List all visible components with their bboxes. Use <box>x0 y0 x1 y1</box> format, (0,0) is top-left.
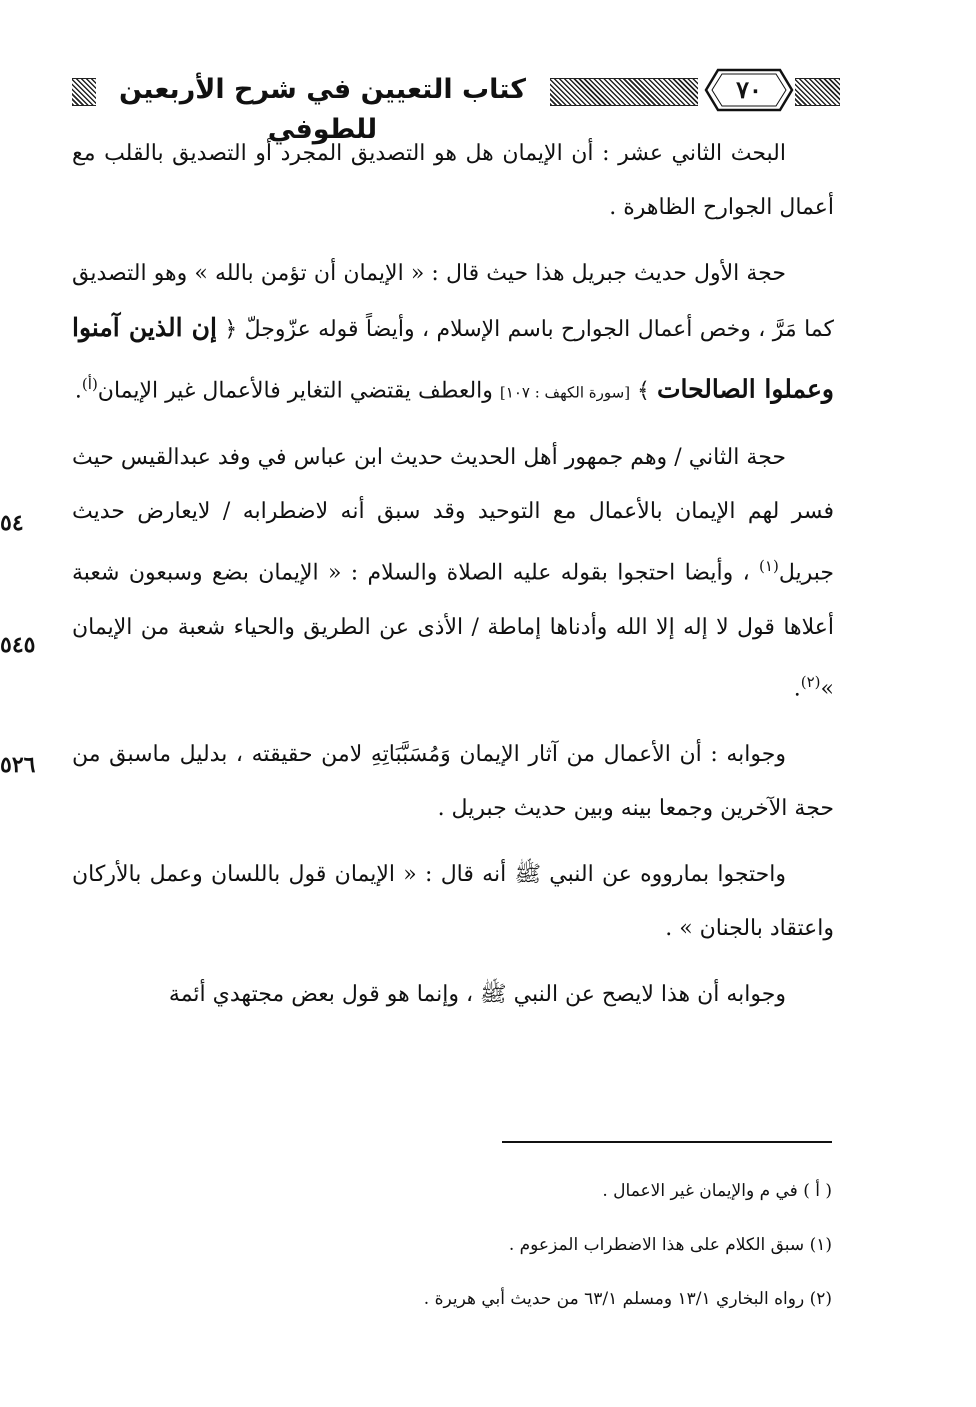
header-ornament-right <box>795 78 840 106</box>
paragraph-text: والعطف يقتضي التغاير فالأعمال غير الإيمان <box>97 378 500 404</box>
paragraph-text: البحث الثاني عشر : أن الإيمان هل هو التصديق المجرد أو التصديق بالقلب مع أعمال الجوارح الظاهرة . <box>72 141 834 220</box>
header-ornament-left <box>72 78 96 106</box>
footnote-marker: (٢) <box>800 672 821 691</box>
footnote-marker: (أ) <box>81 375 98 393</box>
main-text <box>72 127 834 1034</box>
paragraph <box>72 968 834 1022</box>
margin-note: ٥٤ <box>0 510 24 536</box>
paragraph-text: . <box>793 675 801 701</box>
paragraph-text: وجوابه أن هذا لايصح عن النبي ﷺ ، وإنما هو قول بعض مجتهدي أئمة <box>168 981 786 1007</box>
margin-note: ٥٢٦ <box>0 752 36 778</box>
verse-reference: [سورة الكهف : ١٠٧] <box>499 383 631 402</box>
paragraph-text: . <box>74 378 82 404</box>
page-header <box>60 66 840 145</box>
paragraph-text: وجوابه : أن الأعمال من آثار الإيمان وَمُسَبَّبَاتِهِ لامن حقيقته ، بدليل ماسبق من حجة الآخرين وجمعا بينه وبين حديث جبريل . <box>72 741 834 821</box>
footnote-separator <box>502 1141 832 1143</box>
footnote: (٢) رواه البخاري ١٣/١ ومسلم ٦٣/١ من حديث أبي هريرة . <box>423 1289 832 1309</box>
margin-note: ٥٤٥ <box>0 632 36 658</box>
footnote: ( أ ) في م والإيمان غير الاعمال . <box>602 1181 832 1201</box>
paragraph-text: حجة الأول حديث جبريل هذا حيث قال : « الإيمان أن تؤمن بالله » وهو التصديق كما مَرَّ ، وخص أعمال الجوارح باسم الإسلام ، وأيضاً قوله عزّوجلّ ﴿ <box>72 261 834 342</box>
paragraph <box>72 848 834 956</box>
paragraph-text: واحتجوا بمارووه عن النبي ﷺ أنه قال : « الإيمان قول باللسان وعمل بالأركان واعتقاد بالجنان » . <box>72 861 834 941</box>
book-title: كتاب التعيين في شرح الأربعين للطوفي <box>119 74 526 145</box>
paragraph-text: ، وأيضا احتجوا بقوله عليه الصلاة والسلام : « الإيمان بضع وسبعون شعبة أعلاها قول لا إله إلا الله وأدناها إماطة / الأذى عن الطريق والحياء شعبة من الإيمان » <box>72 560 834 701</box>
page-number-badge <box>704 68 794 112</box>
paragraph <box>72 127 834 235</box>
footnote-marker: (١) <box>759 557 779 576</box>
footnotes <box>100 1176 832 1338</box>
header-ornament-middle <box>550 78 698 106</box>
page-number: ٧٠ <box>736 75 762 104</box>
paragraph: حجة الأول حديث جبريل هذا حيث قال : « الإيمان أن تؤمن بالله » وهو التصديق كما مَرَّ ، وخص أعمال الجوارح باسم الإسلام ، وأيضاً قوله عزّوجلّ ﴿ إن الذين آمنوا وعملوا الصالحات ﴾ [سورة الكهف : ١٠٧] والعطف يقتضي التغاير فالأعمال غير الإيمان$^{(أ)}$. <box>72 261 834 404</box>
paragraph <box>72 728 834 836</box>
paragraph <box>72 431 834 716</box>
footnote: (١) سبق الكلام على هذا الاضطراب المزعوم . <box>508 1235 832 1255</box>
paragraph-text: حجة الثاني / وهم جمهور أهل الحديث حديث ابن عباس في وفد عبدالقيس حيث فسر لهم الإيمان بالأعمال مع التوحيد وقد سبق أنه لاضطرابه / لايعارض حديث جبريل <box>72 445 834 586</box>
quran-verse: إن الذين آمنوا وعملوا الصالحات <box>72 313 834 404</box>
